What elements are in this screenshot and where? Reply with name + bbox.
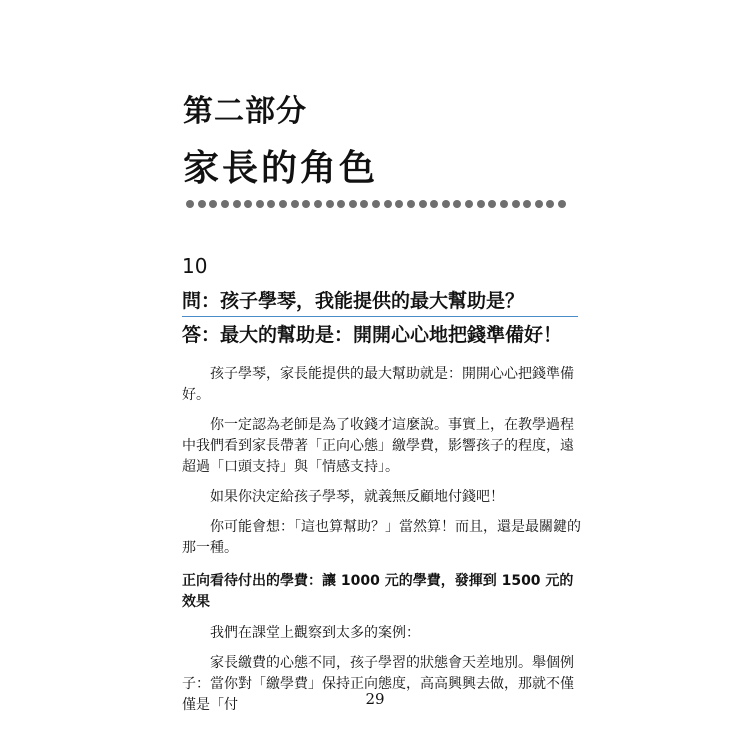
divider-dot <box>256 200 264 208</box>
question-underline <box>182 316 578 317</box>
divider-dot <box>244 200 252 208</box>
divider-dot <box>233 200 241 208</box>
divider-dot <box>442 200 450 208</box>
divider-dot <box>360 200 368 208</box>
paragraph: 你可能會想：「這也算幫助？」當然算！而且，還是最關鍵的那一種。 <box>182 519 581 556</box>
chapter-answer: 答：最大的幫助是：開開心心地把錢準備好！ <box>182 324 563 346</box>
chapter-question: 問：孩子學琴，我能提供的最大幫助是？ <box>182 290 525 312</box>
divider-dot <box>209 200 217 208</box>
divider-dot <box>302 200 310 208</box>
divider-dot <box>419 200 427 208</box>
divider-dot <box>407 200 415 208</box>
paragraph: 孩子學琴，家長能提供的最大幫助就是：開開心心把錢準備好。 <box>182 366 574 403</box>
paragraph: 你一定認為老師是為了收錢才這麼說。事實上，在教學過程中我們看到家長帶著「正向心態」繳學費，影響孩子的程度，遠超過「口頭支持」與「情感支持」。 <box>182 417 574 475</box>
divider-dot <box>198 200 206 208</box>
divider-dot <box>465 200 473 208</box>
divider-dot <box>523 200 531 208</box>
part-title: 家長的角色 <box>183 148 379 189</box>
divider-dot <box>186 200 194 208</box>
divider-dot <box>488 200 496 208</box>
page-number: 29 <box>365 690 385 708</box>
divider-dot <box>349 200 357 208</box>
part-label: 第二部分 <box>183 94 307 129</box>
divider-dot <box>337 200 345 208</box>
divider-dot <box>395 200 403 208</box>
divider-dot <box>512 200 520 208</box>
section-subheading: 正向看待付出的學費：讓 1000 元的學費，發揮到 1500 元的效果 <box>182 573 574 610</box>
divider-dot <box>558 200 566 208</box>
divider-dot <box>291 200 299 208</box>
dotted-divider <box>186 199 566 209</box>
divider-dot <box>477 200 485 208</box>
divider-dot <box>384 200 392 208</box>
paragraph: 家長繳費的心態不同，孩子學習的狀態會天差地別。舉個例子：當你對「繳學費」保持正向態度，高高興興去做，那就不僅僅是「付 <box>182 655 574 713</box>
divider-dot <box>314 200 322 208</box>
divider-dot <box>326 200 334 208</box>
paragraph: 如果你決定給孩子學琴，就義無反顧地付錢吧！ <box>210 489 504 505</box>
divider-dot <box>453 200 461 208</box>
divider-dot <box>221 200 229 208</box>
divider-dot <box>430 200 438 208</box>
divider-dot <box>546 200 554 208</box>
divider-dot <box>535 200 543 208</box>
divider-dot <box>500 200 508 208</box>
divider-dot <box>372 200 380 208</box>
paragraph: 我們在課堂上觀察到太多的案例： <box>210 625 420 641</box>
divider-dot <box>267 200 275 208</box>
body-text <box>182 364 582 725</box>
divider-dot <box>279 200 287 208</box>
chapter-number: 10 <box>182 254 208 278</box>
